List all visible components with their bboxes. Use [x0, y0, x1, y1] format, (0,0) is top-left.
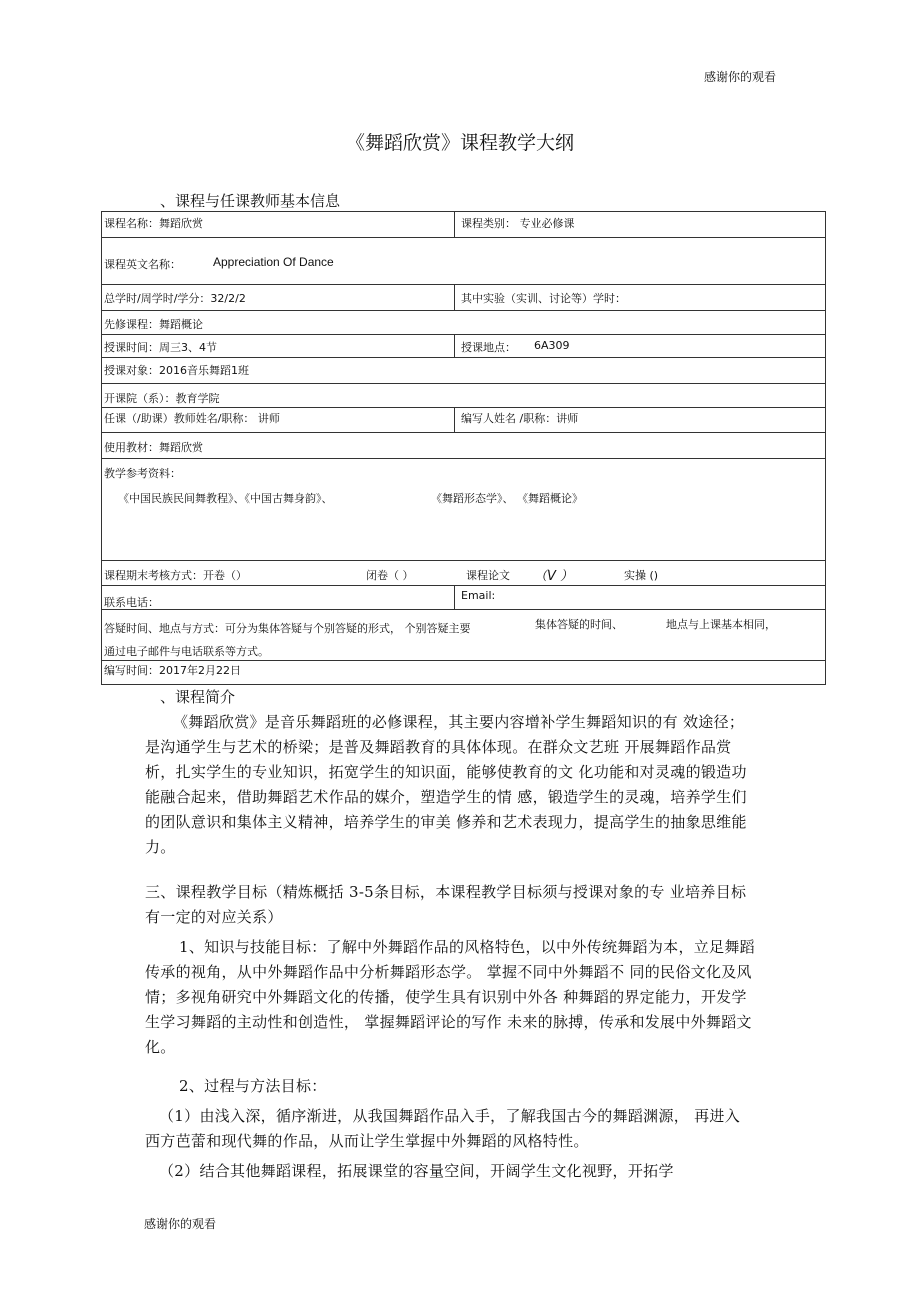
qa-line1b: 集体答疑的时间、 [535, 618, 623, 631]
table-row [102, 661, 825, 686]
schedule-time: 授课时间：周三3、4节 [104, 341, 217, 354]
table-row [102, 433, 825, 459]
course-type: 课程类别： 专业必修课 [461, 217, 575, 230]
course-info-table [101, 211, 826, 685]
qa-line1a: 答疑时间、地点与方式：可分为集体答疑与个别答疑的形式， 个别答疑主要 [104, 622, 471, 635]
location-label: 授课地点： [461, 341, 516, 354]
goal2-item2: （2）结合其他舞蹈课程，拓展课堂的容量空间，开阔学生文化视野，开拓学 [159, 1162, 674, 1180]
table-row [102, 212, 825, 238]
phone: 联系电话： [104, 596, 159, 609]
english-name-label: 课程英文名称： [104, 258, 181, 271]
table-row [102, 586, 825, 610]
header-note: 感谢你的观看 [704, 70, 777, 84]
section-heading-basic-info: 、课程与任课教师基本信息 [160, 192, 341, 210]
department: 开课院（系）：教育学院 [104, 392, 220, 405]
qa-line2: 通过电子邮件与电话联系等方式。 [104, 645, 269, 658]
table-row [102, 238, 825, 285]
course-name: 课程名称：舞蹈欣赏 [104, 217, 203, 230]
goal1-paragraph: 1、知识与技能目标：了解中外舞蹈作品的风格特色，以中外传统舞蹈为本，立足舞蹈 传承的视角，从中外舞蹈作品中分析舞蹈形态学。 掌握不同中外舞蹈不 同的民俗文化及风 情；多视角研究中外舞蹈文化的传播，使学生具有识别中外各 种舞蹈的界定能力，开发学 生学习舞蹈的主动性和创造性， 掌握舞蹈评论的写作 未来的脉搏，传承和发展中外舞蹈文 化。 [145, 938, 755, 1056]
footer-note: 感谢你的观看 [144, 1217, 217, 1231]
table-row [102, 384, 825, 408]
email: Email: [461, 589, 496, 602]
intro-paragraph: 《舞蹈欣赏》是音乐舞蹈班的必修课程，其主要内容增补学生舞蹈知识的有 效途径； 是沟通学生与艺术的桥梁；是普及舞蹈教育的具体体现。在群众文艺班 开展舞蹈作品赏 析，扎实学生的专业知识，拓宽学生的知识面，能够使教育的文 化功能和对灵魂的锻造功 能融合起来，借助舞蹈艺术作品的媒介，塑造学生的情 感，锻造学生的灵魂，培养学生们 的团队意识和集体主义精神，培养学生的审美 修养和艺术表现力，提高学生的抽象思维能 力。 [145, 713, 747, 856]
table-row [102, 561, 825, 586]
qa-line1c: 地点与上课基本相同， [666, 618, 776, 631]
english-name: Appreciation Of Dance [213, 255, 334, 269]
goal2-heading: 2、过程与方法目标： [179, 1077, 327, 1095]
page-title: 《舞蹈欣赏》课程教学大纲 [345, 132, 574, 154]
credit-hours: 总学时/周学时/学分：32/2/2 [104, 292, 246, 305]
table-row [102, 311, 825, 335]
exam-method: 课程期末考核方式：开卷（） [104, 569, 247, 582]
prerequisite: 先修课程：舞蹈概论 [104, 318, 203, 331]
exam-closed: 闭卷（ ） [366, 569, 414, 582]
table-row [102, 285, 825, 311]
written-date: 编写时间：2017年2月22日 [104, 664, 241, 677]
teacher: 任课（/助课）教师姓名/职称： 讲师 [104, 412, 280, 425]
exam-paper: 课程论文 [466, 569, 510, 582]
practice-hours: 其中实验（实训、讨论等）学时： [461, 292, 626, 305]
section-heading-intro: 、课程简介 [160, 688, 236, 706]
exam-paper-mark: （V ） [534, 569, 574, 584]
writer: 编写人姓名 /职称：讲师 [461, 412, 579, 425]
goal2-item1: （1）由浅入深，循序渐进，从我国舞蹈作品入手，了解我国古今的舞蹈渊源， 再进入 西方芭蕾和现代舞的作品，从而让学生掌握中外舞蹈的风格特性。 [145, 1107, 741, 1150]
table-row [102, 335, 825, 358]
references-a: 《中国民族民间舞教程》、《中国古舞身韵》、 [118, 492, 333, 505]
references-label: 教学参考资料： [104, 467, 181, 480]
location: 6A309 [534, 339, 570, 352]
references-b: 《舞蹈形态学》、 《舞蹈概论》 [431, 492, 583, 505]
table-row [102, 459, 825, 561]
textbook: 使用教材：舞蹈欣赏 [104, 441, 203, 454]
audience: 授课对象：2016音乐舞蹈1班 [104, 364, 249, 377]
table-row [102, 408, 825, 433]
exam-practice: 实操 () [624, 569, 659, 582]
table-row [102, 610, 825, 661]
section-heading-goals: 三、课程教学目标（精炼概括 3-5条目标，本课程教学目标须与授课对象的专 业培养目标 有一定的对应关系） [145, 883, 747, 926]
table-row [102, 358, 825, 384]
